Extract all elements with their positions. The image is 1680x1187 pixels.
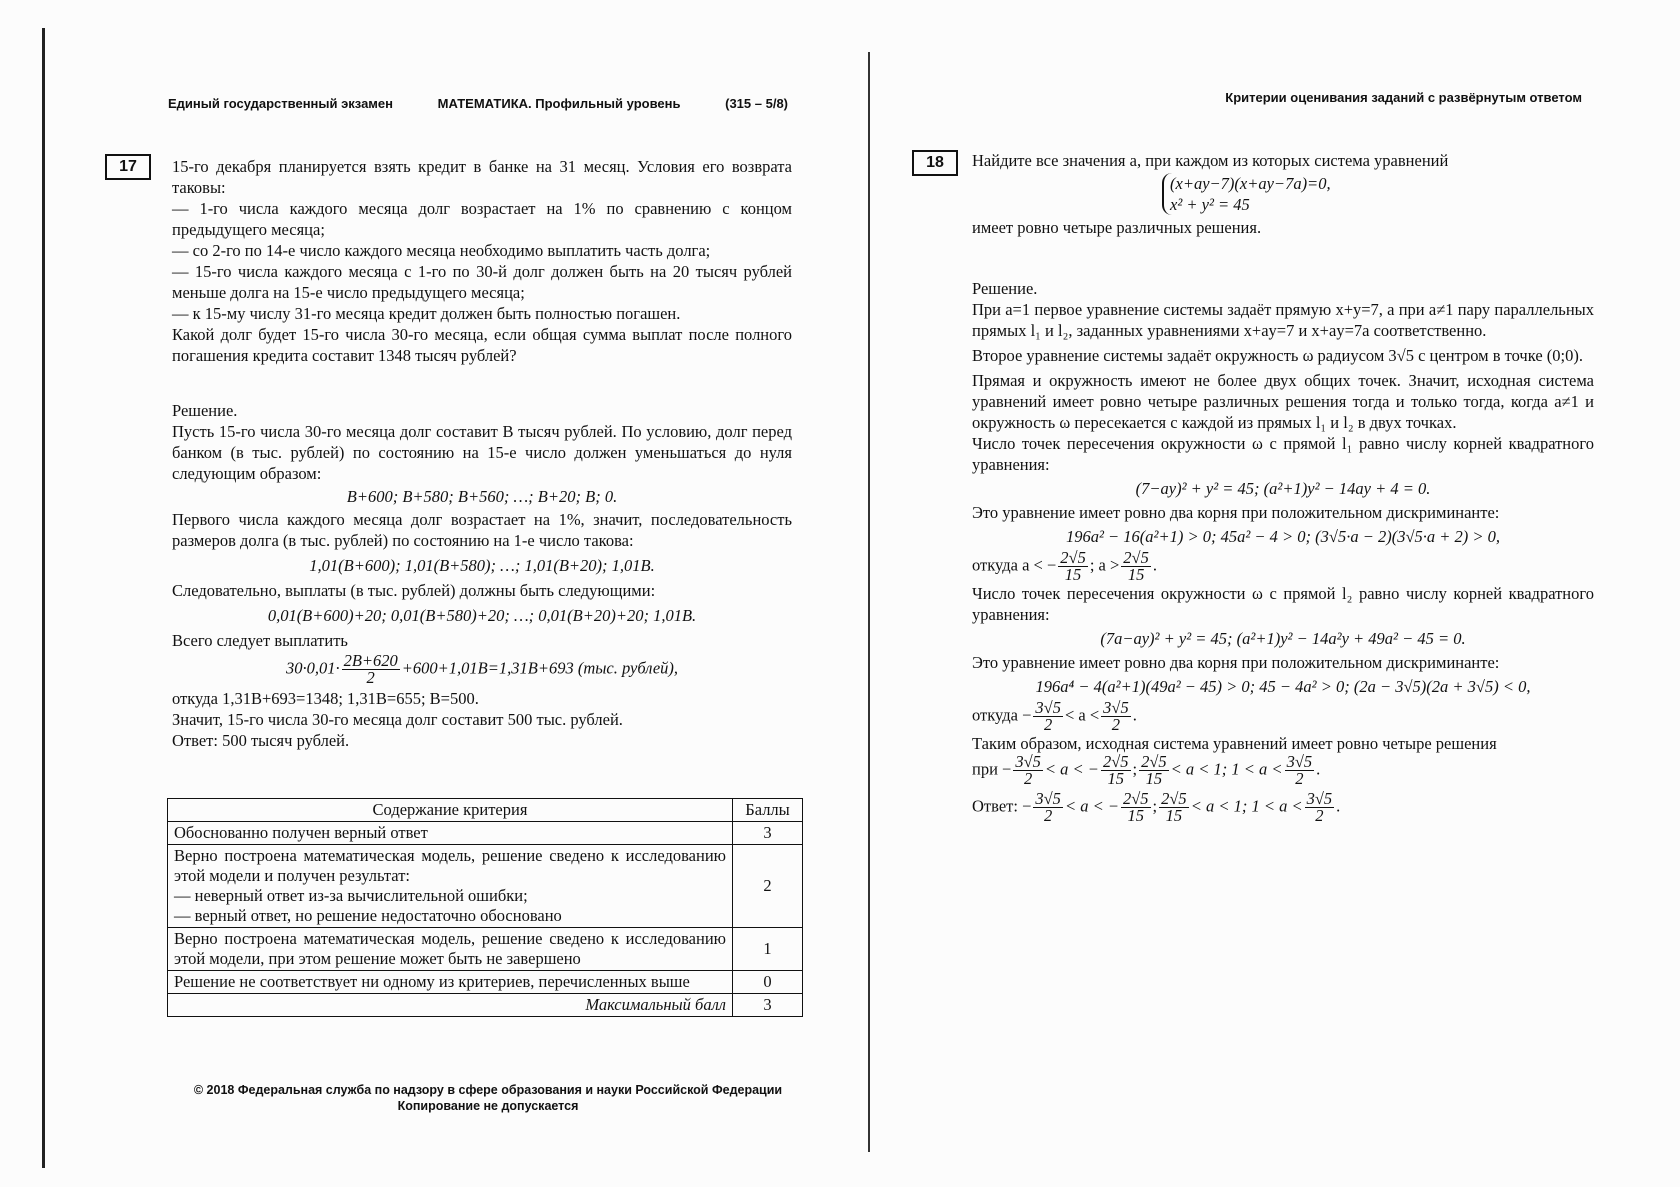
formula-part: откуда −	[972, 705, 1032, 725]
solution-formula-frac	[972, 700, 1594, 733]
fraction	[1033, 791, 1063, 824]
table-row	[168, 971, 803, 994]
formula-part: 30·0,01·	[285, 658, 340, 678]
fraction-denominator: 15	[1107, 769, 1124, 788]
fraction	[1121, 550, 1151, 583]
task-18-solution	[972, 278, 1594, 824]
solution-heading: Решение.	[172, 401, 238, 420]
criterion-text: Обоснованно получен верный ответ	[168, 822, 733, 845]
solution-formula: B+600; B+580; B+560; …; B+20; B; 0.	[346, 487, 618, 506]
fraction	[1305, 791, 1335, 824]
header-subject: МАТЕМАТИКА. Профильный уровень	[437, 96, 681, 111]
solution-paragraph: Прямая и окружность имеют не более двух общих точек. Значит, исходная система уравнений имеет ровно четыре различных решения тогда и только тогда, когда a≠1 и окружность ω пересекается с каждой из прямых l₁ и l₂ в двух точках.	[972, 371, 1594, 432]
formula-part: +600+1,01B=1,31B+693 (тыс. рублей),	[401, 658, 679, 678]
criterion-points: 2	[733, 845, 803, 928]
fraction-denominator: 15	[1145, 769, 1163, 788]
fraction-numerator: 2√5	[1060, 548, 1086, 567]
fraction-numerator: 2√5	[1141, 752, 1167, 771]
solution-paragraph: Число точек пересечения окружности ω с прямой l₁ равно числу корней квадратного уравнения:	[972, 434, 1594, 474]
fraction-denominator: 15	[1127, 565, 1145, 584]
task-line: — 15-го числа каждого месяца с 1-го по 30-й долг должен быть на 20 тысяч рублей меньше долга на 15-е число предыдущего месяца;	[172, 262, 792, 302]
system-brace	[1162, 173, 1331, 215]
solution-paragraph: При a=1 первое уравнение системы задаёт прямую x+y=7, а при a≠1 пару параллельных прямых l₁ и l₂, заданных уравнениями x+ay=7 и x+ay=7a соответственно.	[972, 300, 1594, 340]
fraction-denominator: 2	[1315, 806, 1324, 825]
left-header	[168, 96, 788, 111]
formula-part: ; a >	[1089, 555, 1120, 575]
criterion-text: Верно построена математическая модель, решение сведено к исследованию этой модели и получен результат: — неверный ответ из-за вычислительной ошибки; — верный ответ, но решение недостаточно обосновано	[168, 845, 733, 928]
task-17-solution	[172, 400, 792, 751]
max-score-value: 3	[733, 994, 803, 1017]
table-row	[168, 845, 803, 928]
task-line: — к 15-му числу 31-го месяца кредит должен быть полностью погашен.	[172, 304, 681, 323]
formula-part: < a < 1; 1 < a <	[1190, 796, 1303, 816]
fraction-numerator: 3√5	[1015, 752, 1041, 771]
formula-part: .	[1316, 759, 1321, 779]
page-gutter	[868, 52, 870, 1152]
solution-formula: (7a−ay)² + y² = 45; (a²+1)y² − 14a²y + 49a² − 45 = 0.	[1100, 629, 1466, 648]
formula-part: < a < −	[1064, 796, 1119, 816]
max-score-label: Максимальный балл	[168, 994, 733, 1017]
formula-part: .	[1132, 705, 1137, 725]
fraction	[1101, 754, 1131, 787]
fraction-denominator: 2	[1044, 715, 1053, 734]
fraction-numerator: 2√5	[1161, 789, 1187, 808]
fraction-numerator: 2B+620	[343, 651, 398, 670]
table-row-max	[168, 994, 803, 1017]
task-tail: имеет ровно четыре различных решения.	[972, 218, 1262, 237]
fraction-denominator: 2	[1295, 769, 1304, 788]
fraction-denominator: 15	[1064, 565, 1082, 584]
solution-answer: Ответ: 500 тысяч рублей.	[172, 731, 350, 750]
fraction	[1285, 754, 1315, 787]
header-exam: Единый государственный экзамен	[168, 96, 394, 111]
fraction-numerator: 2√5	[1102, 752, 1129, 771]
solution-heading: Решение.	[972, 279, 1038, 298]
criteria-table	[167, 798, 803, 1017]
fraction	[1159, 791, 1189, 824]
criterion-points: 0	[733, 971, 803, 994]
solution-answer	[972, 791, 1594, 824]
solution-formula-frac	[972, 550, 1594, 583]
fraction-numerator: 2√5	[1123, 548, 1149, 567]
system-equation-2: x² + y² = 45	[1170, 195, 1250, 214]
solution-range	[972, 754, 1594, 787]
fraction	[342, 653, 400, 686]
formula-part: при −	[972, 759, 1012, 779]
fraction	[1121, 791, 1151, 824]
solution-formula: 1,01(B+600); 1,01(B+580); …; 1,01(B+20); 1,01B.	[309, 556, 655, 575]
column-header-content: Содержание критерия	[168, 799, 733, 822]
footer-copy-notice: Копирование не допускается	[397, 1099, 579, 1113]
page-edge	[42, 28, 45, 1168]
fraction-denominator: 2	[366, 668, 375, 687]
task-18-statement	[972, 150, 1594, 238]
fraction-denominator: 15	[1165, 806, 1183, 825]
fraction-numerator: 2√5	[1122, 789, 1149, 808]
left-footer	[168, 1082, 808, 1114]
task-line: — 1-го числа каждого месяца долг возрастает на 1% по сравнению с концом предыдущего месяца;	[172, 199, 792, 239]
formula-part: < a < 1; 1 < a <	[1170, 759, 1283, 779]
solution-formula-sum	[172, 653, 792, 686]
criterion-text: Решение не соответствует ни одному из критериев, перечисленных выше	[168, 971, 733, 994]
fraction-denominator: 2	[1024, 769, 1033, 788]
right-header: Критерии оценивания заданий с развёрнутым ответом	[1225, 90, 1582, 105]
system-equation-1: (x+ay−7)(x+ay−7a)=0,	[1170, 174, 1331, 193]
task-number-17: 17	[105, 154, 151, 180]
formula-part: .	[1152, 555, 1157, 575]
solution-paragraph: Следовательно, выплаты (в тыс. рублей) должны быть следующими:	[172, 581, 656, 600]
task-line: 15-го декабря планируется взять кредит в банке на 31 месяц. Условия его возврата таковы:	[172, 157, 792, 197]
fraction-numerator: 3√5	[1035, 789, 1061, 808]
fraction-denominator: 2	[1111, 715, 1121, 734]
solution-formula: 196a² − 16(a²+1) > 0; 45a² − 4 > 0; (3√5·a − 2)(3√5·a + 2) > 0,	[1065, 527, 1501, 546]
fraction-denominator: 2	[1044, 806, 1053, 825]
table-header-row	[168, 799, 803, 822]
footer-copyright: © 2018 Федеральная служба по надзору в сфере образования и науки Российской Федерации	[193, 1083, 783, 1097]
solution-paragraph: Число точек пересечения окружности ω с прямой l₂ равно числу корней квадратного уравнения:	[972, 584, 1594, 624]
fraction-numerator: 3√5	[1286, 752, 1313, 771]
solution-paragraph: Значит, 15-го числа 30-го месяца долг составит 500 тыс. рублей.	[172, 710, 623, 729]
fraction	[1101, 700, 1131, 733]
solution-formula: (7−ay)² + y² = 45; (a²+1)y² − 14ay + 4 = 0.	[1135, 479, 1431, 498]
solution-paragraph: Всего следует выплатить	[172, 631, 348, 650]
criterion-text: Верно построена математическая модель, решение сведено к исследованию этой модели, при этом решение может быть не завершено	[168, 928, 733, 971]
solution-paragraph: Второе уравнение системы задаёт окружность ω радиусом 3√5 с центром в точке (0;0).	[972, 346, 1583, 365]
formula-part: откуда a < −	[972, 555, 1057, 575]
task-number-18: 18	[912, 150, 958, 176]
formula-part: < a < −	[1044, 759, 1099, 779]
solution-formula: 0,01(B+600)+20; 0,01(B+580)+20; …; 0,01(B+20)+20; 1,01B.	[267, 606, 697, 625]
fraction-denominator: 15	[1127, 806, 1144, 825]
fraction	[1013, 754, 1043, 787]
task-intro: Найдите все значения a, при каждом из которых система уравнений	[972, 151, 1449, 170]
solution-paragraph: откуда 1,31B+693=1348; 1,31B=655; B=500.	[172, 689, 479, 708]
formula-part: < a <	[1064, 705, 1100, 725]
solution-paragraph: Таким образом, исходная система уравнений имеет ровно четыре решения	[972, 734, 1497, 753]
solution-paragraph: Первого числа каждого месяца долг возрастает на 1%, значит, последовательность размеров долга (в тыс. рублей) по состоянию на 1-е число такова:	[172, 510, 792, 550]
header-code: (315 – 5/8)	[725, 96, 788, 111]
criterion-points: 3	[733, 822, 803, 845]
column-header-points: Баллы	[733, 799, 803, 822]
fraction-numerator: 3√5	[1103, 698, 1129, 717]
formula-part: Ответ: −	[972, 796, 1032, 816]
solution-formula: 196a⁴ − 4(a²+1)(49a² − 45) > 0; 45 − 4a² > 0; (2a − 3√5)(2a + 3√5) < 0,	[1035, 677, 1531, 696]
task-line: Какой долг будет 15-го числа 30-го месяца, если общая сумма выплат после полного погашения кредита составит 1348 тысяч рублей?	[172, 325, 792, 365]
solution-paragraph: Это уравнение имеет ровно два корня при положительном дискриминанте:	[972, 653, 1500, 672]
table-row	[168, 928, 803, 971]
equation-system	[972, 173, 1594, 215]
formula-part: .	[1336, 796, 1341, 816]
fraction-numerator: 3√5	[1035, 698, 1061, 717]
formula-part: ;	[1152, 796, 1158, 816]
fraction	[1139, 754, 1169, 787]
fraction	[1058, 550, 1088, 583]
fraction	[1033, 700, 1063, 733]
fraction-numerator: 3√5	[1306, 789, 1333, 808]
task-line: — со 2-го по 14-е число каждого месяца необходимо выплатить часть долга;	[172, 241, 711, 260]
solution-paragraph: Это уравнение имеет ровно два корня при положительном дискриминанте:	[972, 503, 1500, 522]
criterion-points: 1	[733, 928, 803, 971]
formula-part: ;	[1132, 759, 1138, 779]
task-17-statement	[172, 156, 792, 366]
solution-paragraph: Пусть 15-го числа 30-го месяца долг составит B тысяч рублей. По условию, долг перед банком (в тыс. рублей) по состоянию на 15-е число должен уменьшаться до нуля следующим образом:	[172, 422, 792, 483]
table-row	[168, 822, 803, 845]
